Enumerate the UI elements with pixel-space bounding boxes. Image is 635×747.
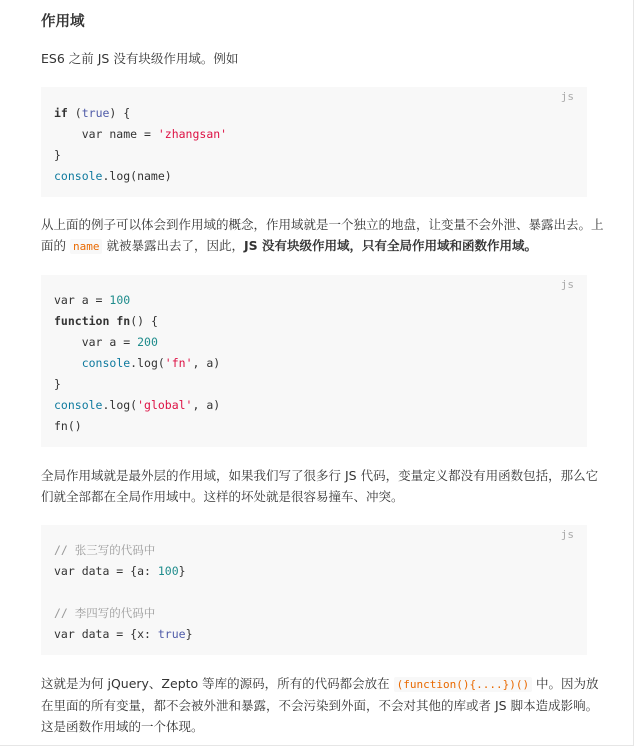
paragraph-global-scope [41,465,599,507]
code-line: var name = 'zhangsan' [54,127,228,141]
bold-text: JS 没有块级作用域，只有全局作用域和函数作用域。 [243,238,537,253]
code-line: // 李四写的代码中 [54,606,156,620]
code-line: } [54,377,61,391]
code-line: function fn() { [54,314,158,328]
code-lang-label: js [560,278,574,291]
paragraph-scope-concept [41,214,604,257]
paragraph-line: 这是函数作用域的一个体现。 [41,719,204,734]
code-block-1 [41,87,587,197]
inline-code: (function(){....})() [394,677,532,692]
paragraph-line: 从上面的例子可以体会到作用域的概念，作用域就是一个独立的地盘，让变量不会外泄、暴露出去。上 [41,217,604,232]
code-line: var a = 200 [54,335,158,349]
code-content [54,103,227,187]
code-block-2 [41,275,587,447]
code-content [54,540,193,645]
code-line: console.log('global', a) [54,398,221,412]
code-content [54,290,220,437]
paragraph-line: 们就全部都在全局作用域中。这样的坏处就是很容易撞车、冲突。 [41,489,404,504]
inline-code: name [70,239,103,254]
code-line: } [54,148,61,162]
code-line: var data = {x: true} [54,627,193,641]
code-line [54,582,193,603]
paragraph-line: 在里面的所有变量，都不会被外泄和暴露，不会污染到外面，不会对其他的库或者 JS 脚本造成影响。 [41,698,599,713]
code-line: var a = 100 [54,293,131,307]
code-lang-label: js [560,90,574,103]
code-line: console.log(name) [54,169,172,183]
code-line: fn() [54,419,82,433]
intro-text: ES6 之前 JS 没有块级作用域。例如 [41,51,239,66]
code-line: if (true) { [54,106,131,120]
paragraph-line: 面的 name 就被暴露出去了，因此，JS 没有块级作用域，只有全局作用域和函数作用域。 [41,238,537,253]
code-line: // 张三写的代码中 [54,543,156,557]
paragraph-function-scope [41,673,599,737]
intro-paragraph [41,48,587,69]
section-heading: 作用域 [41,14,85,30]
paragraph-line: 全局作用域就是最外层的作用域，如果我们写了很多行 JS 代码，变量定义都没有用函数包括，那么它 [41,468,599,483]
code-line: var data = {a: 100} [54,564,186,578]
code-lang-label: js [560,528,574,541]
code-block-3 [41,525,587,655]
paragraph-line: 这就是为何 jQuery、Zepto 等库的源码，所有的代码都会放在 (function(){....})() 中。因为放 [41,676,599,691]
code-line: console.log('fn', a) [81,356,221,370]
